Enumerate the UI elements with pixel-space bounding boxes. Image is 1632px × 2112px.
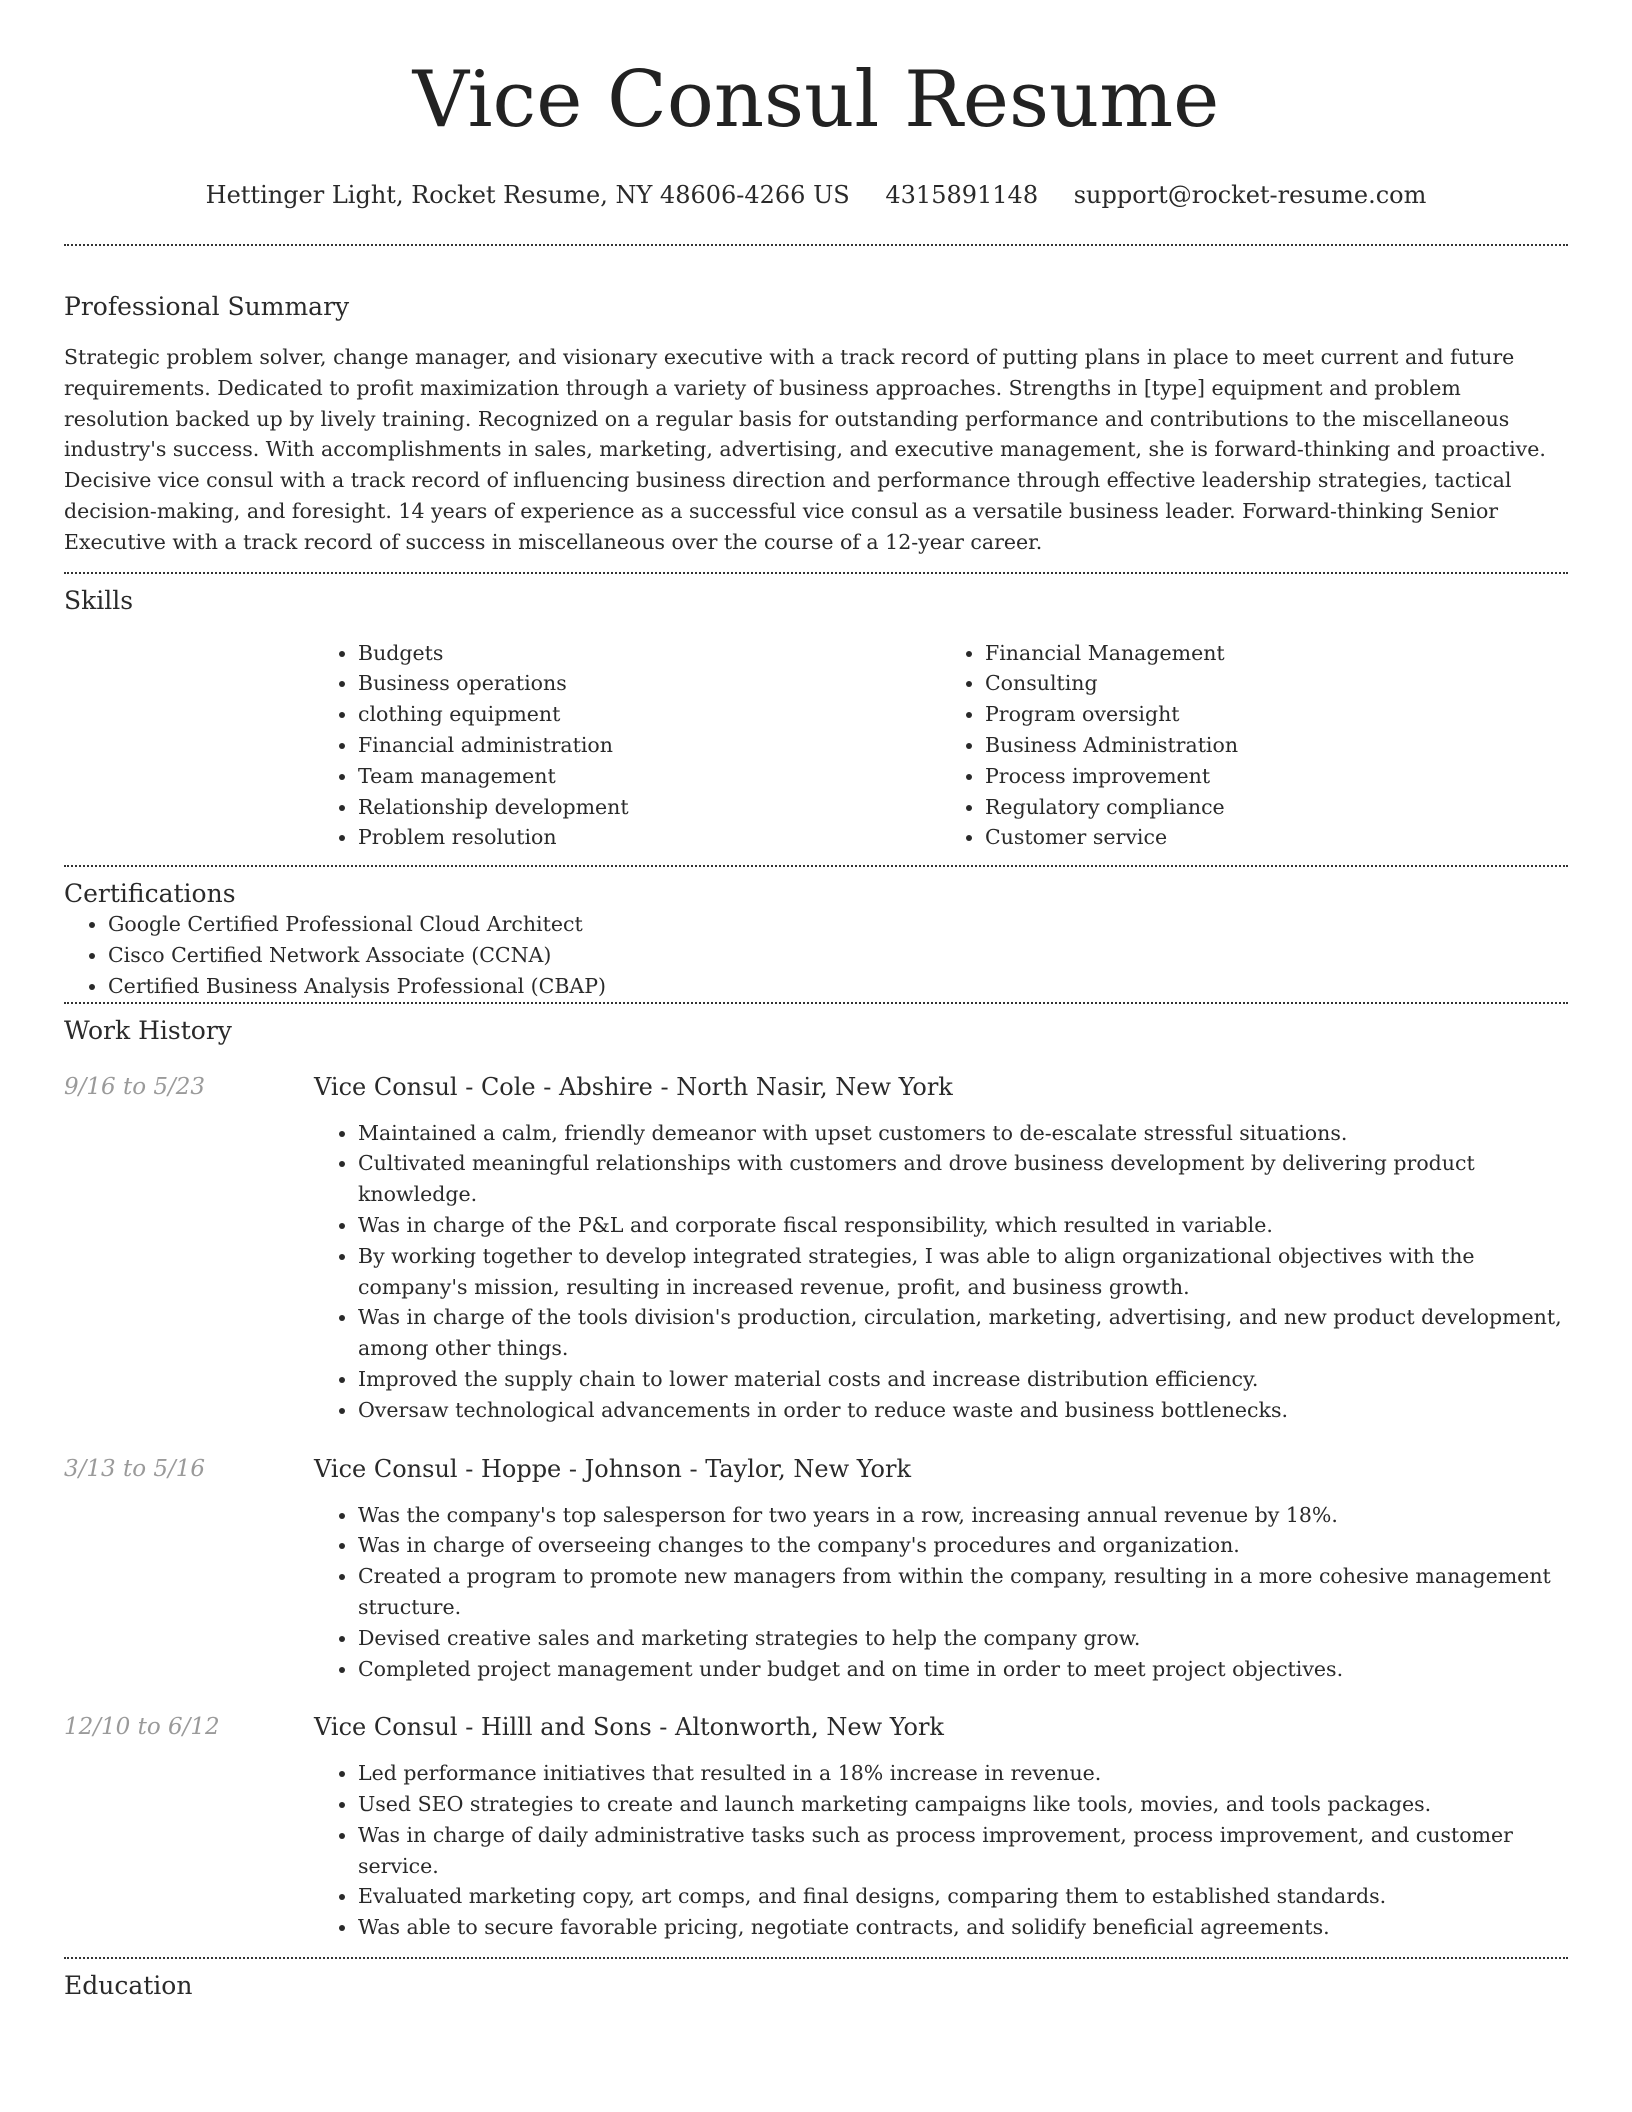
skill-item: • Team management bbox=[358, 761, 941, 792]
job-title: Vice Consul - Hoppe - Johnson - Taylor, New York bbox=[314, 1454, 912, 1483]
job-dates: 12/10 to 6/12 bbox=[64, 1714, 220, 1741]
skill-item: • Business Administration bbox=[985, 730, 1568, 761]
skill-item: • Consulting bbox=[985, 668, 1568, 699]
certification-item: • Google Certified Professional Cloud Architect bbox=[108, 909, 1568, 940]
summary-section bbox=[64, 292, 1568, 558]
work-history-section bbox=[64, 1004, 1568, 1944]
skills-columns bbox=[314, 638, 1568, 854]
job-bullet: • Devised creative sales and marketing strategies to help the company grow. bbox=[358, 1623, 1568, 1654]
skills-section bbox=[64, 574, 1568, 854]
skill-item: • Regulatory compliance bbox=[985, 792, 1568, 823]
certifications-section bbox=[64, 867, 1568, 1001]
job-bullet: • Was in charge of the P&L and corporate fiscal responsibility, which resulted in variable. bbox=[358, 1210, 1568, 1241]
job-bullet: • Was the company's top salesperson for two years in a row, increasing annual revenue by 18%. bbox=[358, 1500, 1568, 1531]
summary-heading: Professional Summary bbox=[64, 292, 350, 321]
contact-address: Hettinger Light, Rocket Resume, NY 48606-4266 US bbox=[205, 181, 850, 209]
divider bbox=[64, 244, 1568, 246]
certifications-list bbox=[64, 909, 1568, 1001]
job-bullet: • Was in charge of overseeing changes to the company's procedures and organization. bbox=[358, 1530, 1568, 1561]
job-bullet: • Used SEO strategies to create and launch marketing campaigns like tools, movies, and tools packages. bbox=[358, 1789, 1568, 1820]
job-details bbox=[314, 1072, 1568, 1426]
job-bullet: • Was able to secure favorable pricing, negotiate contracts, and solidify beneficial agreements. bbox=[358, 1912, 1568, 1943]
job-bullet: • Cultivated meaningful relationships with customers and drove business development by delivering product knowledge. bbox=[358, 1148, 1568, 1210]
contact-line bbox=[64, 180, 1568, 210]
resume-header bbox=[64, 0, 1568, 210]
skills-list-right bbox=[941, 638, 1568, 854]
skill-item: • Budgets bbox=[358, 638, 941, 669]
education-heading: Education bbox=[64, 1971, 193, 2001]
skills-list-left bbox=[314, 638, 941, 854]
job-bullets bbox=[314, 1500, 1568, 1685]
job-title: Vice Consul - Cole - Abshire - North Nasir, New York bbox=[314, 1072, 953, 1101]
skill-item: • Financial administration bbox=[358, 730, 941, 761]
certification-item: • Cisco Certified Network Associate (CCNA) bbox=[108, 940, 1568, 971]
summary-text: Strategic problem solver, change manager, and visionary executive with a track record of putting plans in place to meet current and future requirements. Dedicated to profit maximization through a variety of business approaches. Strengths in [type] equipment and problem resolution backed up by lively training. Recognized on a regular basis for outstanding performance and contributions to the miscellaneous industry's success. With accomplishments in sales, marketing, advertising, and executive management, she is forward-thinking and proactive. Decisive vice consul with a track record of influencing business direction and performance through effective leadership strategies, tactical decision-making, and foresight. 14 years of experience as a successful vice consul as a versatile business leader. Forward-thinking Senior Executive with a track record of success in miscellaneous over the course of a 12-year career. bbox=[64, 345, 1546, 554]
resume-title: Vice Consul Resume bbox=[412, 55, 1220, 145]
job-details bbox=[314, 1712, 1568, 1943]
job-dates: 9/16 to 5/23 bbox=[64, 1073, 206, 1100]
job-dates: 3/13 to 5/16 bbox=[64, 1455, 206, 1482]
skill-item: • Relationship development bbox=[358, 792, 941, 823]
job-details bbox=[314, 1454, 1568, 1685]
job-bullet: • Completed project management under budget and on time in order to meet project objectives. bbox=[358, 1654, 1568, 1685]
job-title: Vice Consul - Hilll and Sons - Altonworth, New York bbox=[314, 1713, 944, 1742]
job-bullet: • Led performance initiatives that resulted in a 18% increase in revenue. bbox=[358, 1758, 1568, 1789]
skill-item: • Business operations bbox=[358, 668, 941, 699]
job-bullet: • Evaluated marketing copy, art comps, and final designs, comparing them to established standards. bbox=[358, 1881, 1568, 1912]
job-bullets bbox=[314, 1118, 1568, 1426]
skill-item: • Financial Management bbox=[985, 638, 1568, 669]
job-bullet: • Was in charge of daily administrative tasks such as process improvement, process improvement, and customer service. bbox=[358, 1820, 1568, 1882]
job-bullets bbox=[314, 1758, 1568, 1943]
skill-item: • Problem resolution bbox=[358, 822, 941, 853]
job-entry bbox=[64, 1712, 1568, 1943]
skill-item: • Customer service bbox=[985, 822, 1568, 853]
job-bullet: • Created a program to promote new managers from within the company, resulting in a more cohesive management structure. bbox=[358, 1561, 1568, 1623]
skill-item: • Process improvement bbox=[985, 761, 1568, 792]
job-bullet: • Improved the supply chain to lower material costs and increase distribution efficiency. bbox=[358, 1364, 1568, 1395]
certifications-heading: Certifications bbox=[64, 879, 236, 909]
skill-item: • Program oversight bbox=[985, 699, 1568, 730]
job-entry bbox=[64, 1454, 1568, 1685]
job-bullet: • Was in charge of the tools division's production, circulation, marketing, advertising, and new product development, among other things. bbox=[358, 1302, 1568, 1364]
job-bullet: • Oversaw technological advancements in order to reduce waste and business bottlenecks. bbox=[358, 1395, 1568, 1426]
job-bullet: • Maintained a calm, friendly demeanor with upset customers to de-escalate stressful situations. bbox=[358, 1118, 1568, 1149]
skills-heading: Skills bbox=[64, 585, 134, 615]
job-entry bbox=[64, 1072, 1568, 1426]
contact-phone: 4315891148 bbox=[885, 181, 1039, 209]
skill-item: • clothing equipment bbox=[358, 699, 941, 730]
certification-item: • Certified Business Analysis Professional (CBAP) bbox=[108, 971, 1568, 1002]
contact-email: support@rocket-resume.com bbox=[1073, 181, 1427, 209]
education-section bbox=[64, 1959, 1568, 2001]
work-history-heading: Work History bbox=[64, 1015, 232, 1045]
job-bullet: • By working together to develop integrated strategies, I was able to align organizational objectives with the company's mission, resulting in increased revenue, profit, and business growth. bbox=[358, 1241, 1568, 1303]
